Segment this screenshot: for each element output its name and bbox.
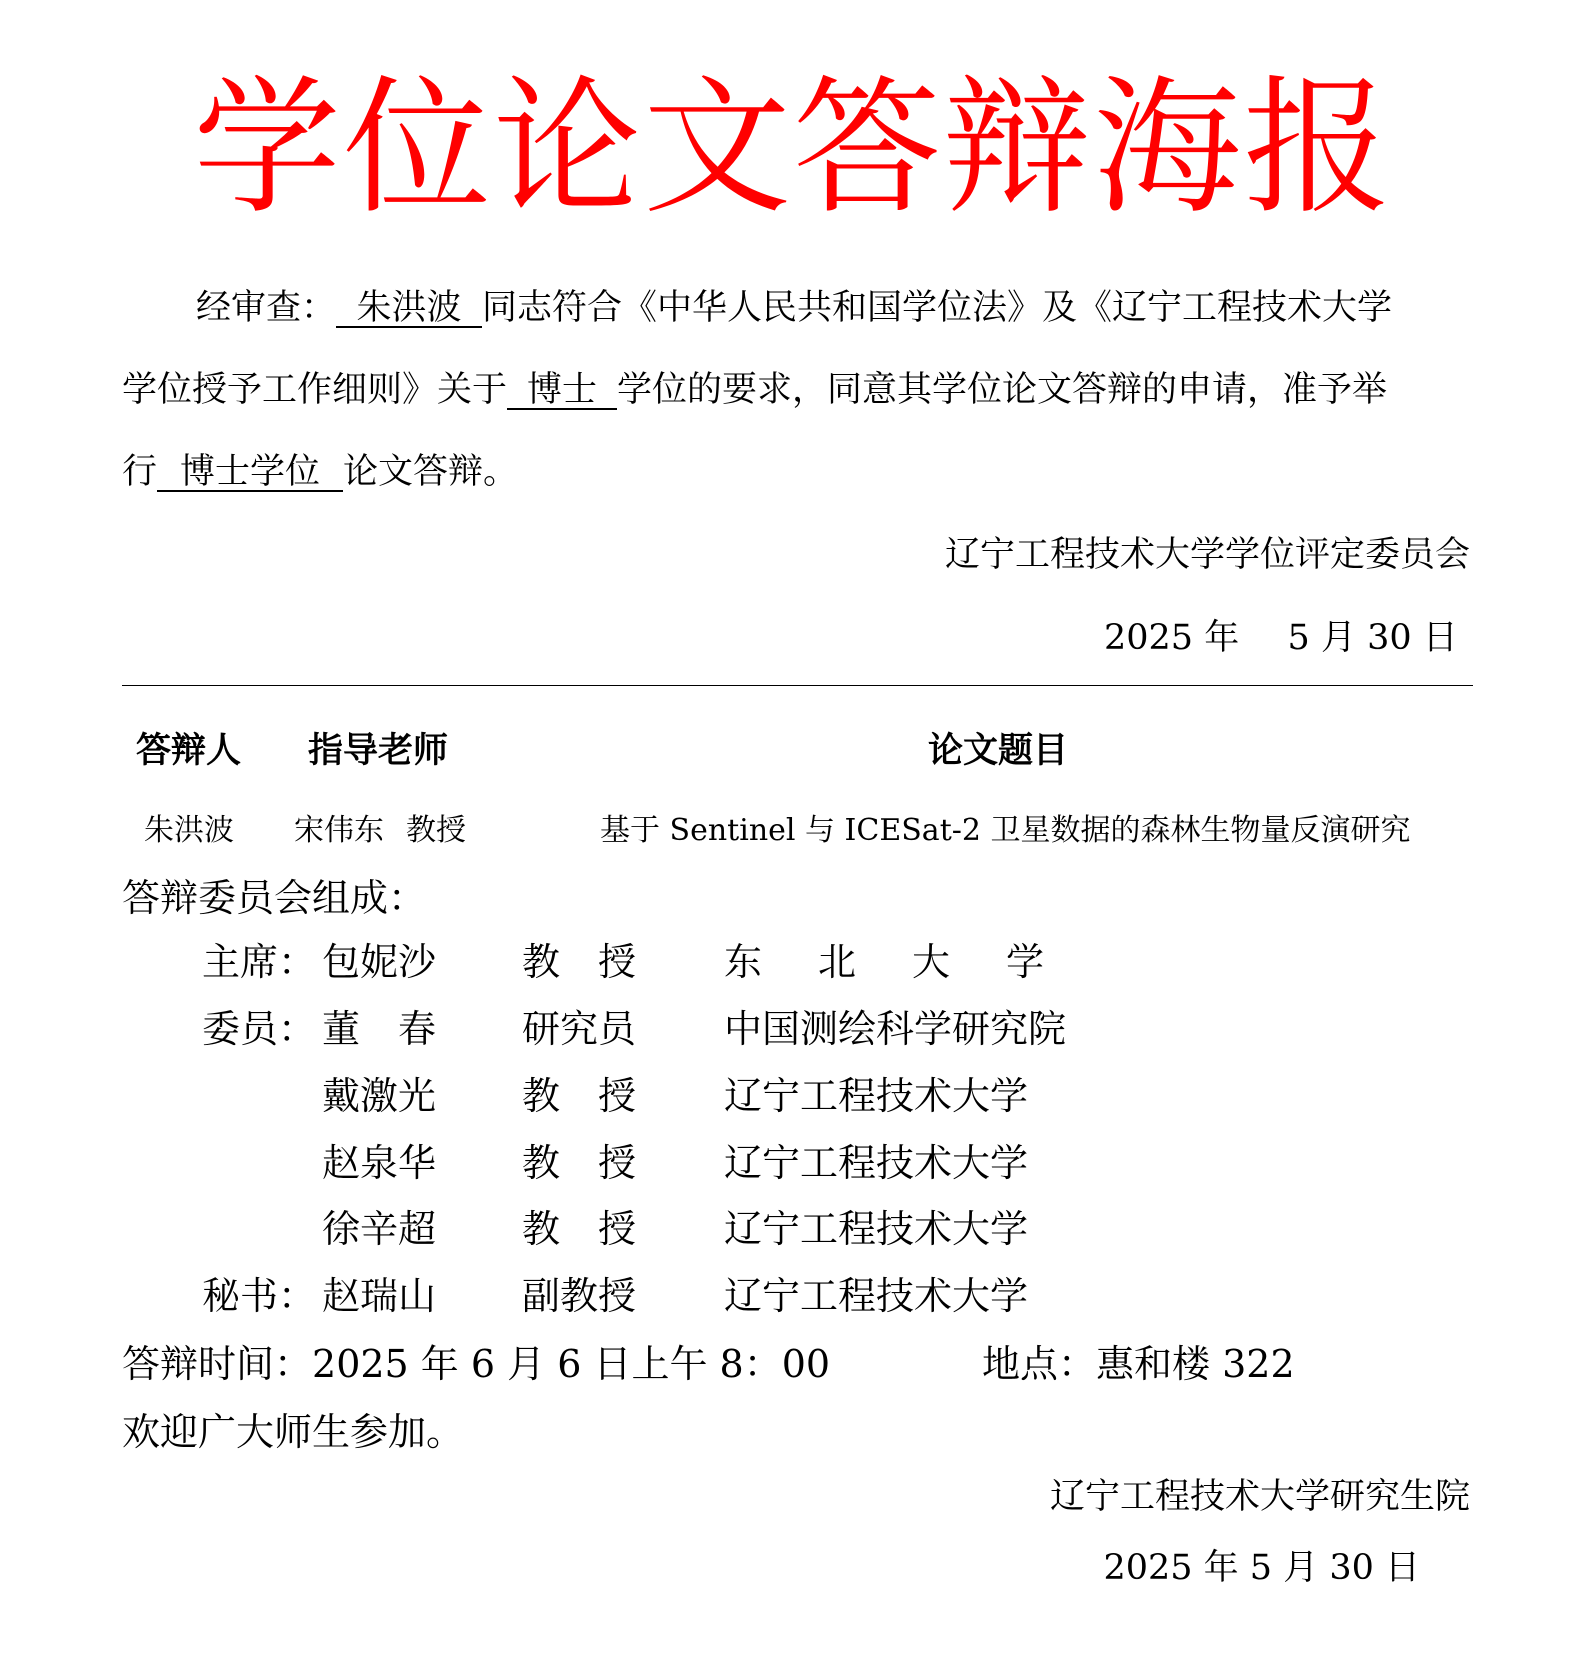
committee-role: 委员： [202,1007,317,1051]
committee-name: 包妮沙 [322,940,437,984]
committee-title: 教授 [522,940,675,984]
degree-level-blank: 博士 [507,372,617,410]
committee-org: 辽宁工程技术大学 [724,1274,1029,1318]
degree-name-blank: 博士学位 [157,454,343,492]
candidate-name-blank: 朱洪波 [336,290,482,328]
approval-text-2-head: 学位授予工作细则》关于 [122,370,508,410]
approval-date-day-unit: 日 [1422,618,1458,658]
committee-org: 中国测绘科学研究院 [724,1007,1067,1051]
header-advisor: 指导老师 [308,730,449,771]
defense-place [982,1333,1295,1388]
footer-date: 2025 年 5 月 30 日 [1103,1548,1420,1588]
committee-title: 教授 [522,1141,675,1185]
approval-line-3 [122,452,518,492]
row-defender: 朱洪波 [144,813,234,848]
approval-line-2 [122,370,1387,410]
header-topic: 论文题目 [928,730,1069,771]
approval-line-1 [196,288,1392,328]
approval-prefix: 经审查： [196,288,337,328]
approval-date-month-unit: 月 [1320,618,1356,658]
poster-title: 学位论文答辩海报 [193,62,1393,234]
approval-issuer: 辽宁工程技术大学学位评定委员会 [944,535,1470,575]
committee-name: 戴激光 [322,1074,437,1118]
approval-date-day: 30 [1367,618,1412,658]
committee-name: 董春 [322,1007,475,1051]
approval-text-3-tail: 论文答辩。 [343,452,519,492]
defense-place-value: 惠和楼 322 [1096,1342,1295,1386]
committee-org: 辽宁工程技术大学 [724,1141,1029,1185]
header-defender: 答辩人 [136,730,242,771]
approval-text-2-tail: 学位的要求，同意其学位论文答辩的申请，准予举 [617,370,1388,410]
welcome-text: 欢迎广大师生参加。 [122,1410,465,1454]
approval-date [1104,618,1458,658]
committee-org: 东北大学 [724,940,1101,984]
committee-name: 徐辛超 [322,1207,437,1251]
divider-line [122,685,1473,686]
approval-date-month: 5 [1287,618,1310,658]
row-topic: 基于 Sentinel 与 ICESat-2 卫星数据的森林生物量反演研究 [600,813,1411,848]
committee-role: 主席： [202,940,317,984]
committee-title: 研究员 [522,1007,637,1051]
committee-role: 秘书： [202,1274,317,1318]
committee-name: 赵瑞山 [322,1274,437,1318]
approval-date-year-unit: 年 [1204,618,1240,658]
defense-time-label: 答辩时间： [122,1342,313,1386]
committee-heading: 答辩委员会组成： [122,876,427,920]
approval-text-3-head: 行 [122,452,158,492]
approval-date-year: 2025 [1104,618,1194,658]
approval-text-1: 同志符合《中华人民共和国学位法》及《辽宁工程技术大学 [482,288,1393,328]
footer-issuer: 辽宁工程技术大学研究生院 [1049,1477,1470,1517]
committee-org: 辽宁工程技术大学 [724,1074,1029,1118]
defense-time-value: 2025 年 6 月 6 日上午 8：00 [312,1342,831,1386]
committee-title: 副教授 [522,1274,637,1318]
committee-org: 辽宁工程技术大学 [724,1207,1029,1251]
defense-place-label: 地点： [982,1342,1097,1386]
committee-title: 教授 [522,1074,675,1118]
row-advisor: 宋伟东 [294,813,384,848]
defense-time [122,1333,830,1388]
committee-name: 赵泉华 [322,1141,437,1185]
committee-title: 教授 [522,1207,675,1251]
row-advisor-title: 教授 [406,813,466,848]
